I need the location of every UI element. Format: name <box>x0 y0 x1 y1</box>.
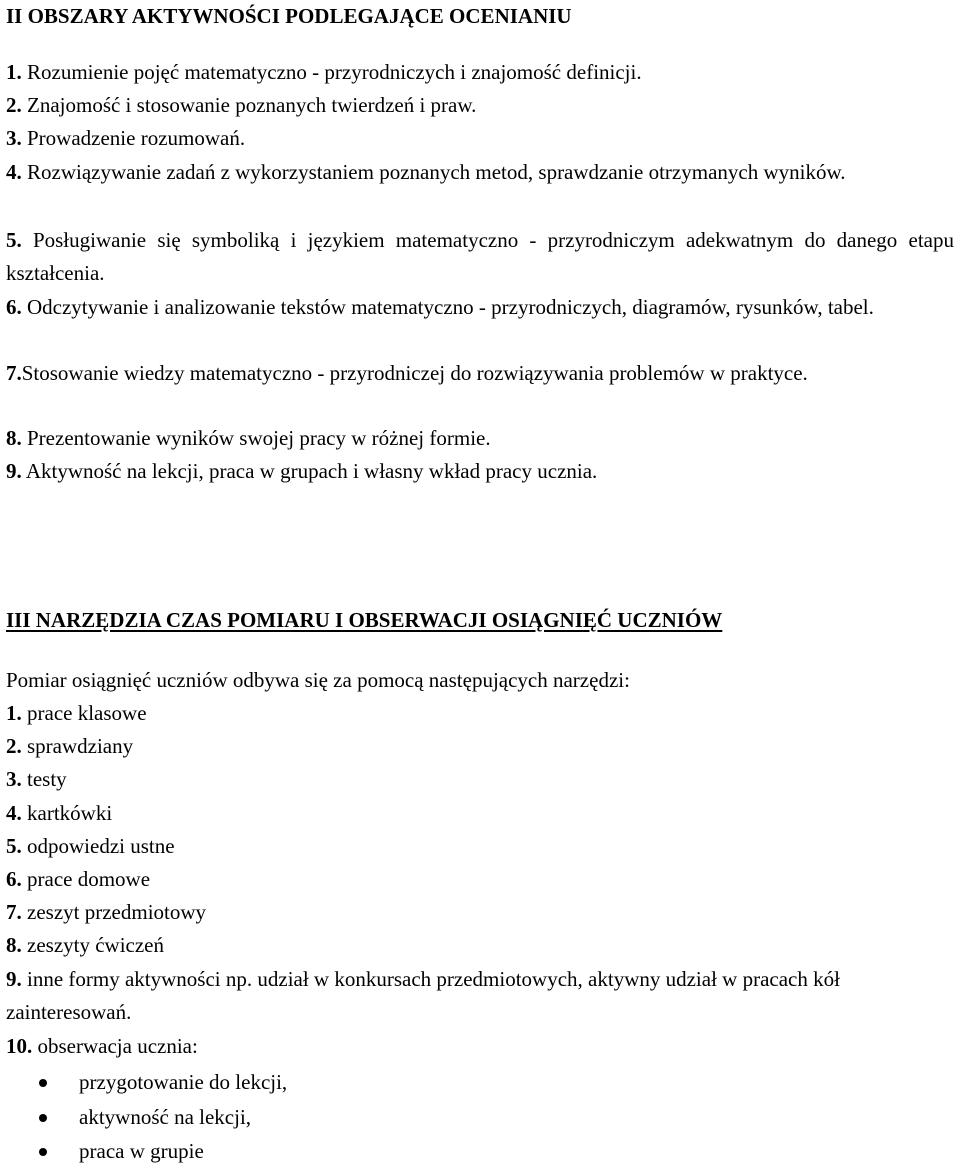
item-number: 6. <box>6 295 22 319</box>
item-text: zeszyt przedmiotowy <box>21 900 207 924</box>
section-3-item-10 <box>6 1030 198 1063</box>
section-2-heading: II OBSZARY AKTYWNOŚCI PODLEGAJĄCE OCENIANIU <box>6 4 572 28</box>
section-3-heading: III NARZĘDZIA CZAS POMIARU I OBSERWACJI OSIĄGNIĘĆ UCZNIÓW <box>6 608 723 632</box>
item-number: 1. <box>6 701 22 725</box>
section-2-item-2 <box>6 89 954 122</box>
item-number: 3. <box>6 126 22 150</box>
section-3-intro: Pomiar osiągnięć uczniów odbywa się za pomocą następujących narzędzi: <box>6 668 630 692</box>
section-2-item-9 <box>6 455 954 488</box>
section-3-item-9 <box>6 963 864 1029</box>
item-text: obserwacja ucznia: <box>32 1034 198 1058</box>
item-text: Prezentowanie wyników swojej pracy w różnej formie. <box>21 426 491 450</box>
item-text: prace domowe <box>21 867 151 891</box>
section-2-item-3 <box>6 122 954 155</box>
item-text: Prowadzenie rozumowań. <box>21 126 246 150</box>
item-number: 7. <box>6 900 22 924</box>
section-3-item-6 <box>6 863 150 896</box>
section-3-item-7 <box>6 896 206 929</box>
item-number: 4. <box>6 160 22 184</box>
section-3-item-8 <box>6 929 164 962</box>
section-3-item-3 <box>6 763 67 796</box>
section-2-item-5 <box>6 224 954 290</box>
item-text: Aktywność na lekcji, praca w grupach i własny wkład pracy ucznia. <box>21 459 598 483</box>
item-number: 8. <box>6 426 22 450</box>
item-text: inne formy aktywności np. udział w konkursach przedmiotowych, aktywny udział w pracach kół zainteresowań. <box>6 967 840 1024</box>
item-text: odpowiedzi ustne <box>21 834 175 858</box>
bullet-icon <box>39 1079 47 1087</box>
item-text: Odczytywanie i analizowanie tekstów matematyczno - przyrodniczych, diagramów, rysunków, tabel. <box>21 295 874 319</box>
item-text: zeszyty ćwiczeń <box>21 933 165 957</box>
item-number: 10. <box>6 1034 33 1058</box>
section-3-item-1 <box>6 697 147 730</box>
item-text: Rozwiązywanie zadań z wykorzystaniem poznanych metod, sprawdzanie otrzymanych wyników. <box>21 160 846 184</box>
item-number: 7. <box>6 361 22 385</box>
item-number: 2. <box>6 734 22 758</box>
bullet-text: praca w grupie <box>79 1139 204 1163</box>
bullet-text: aktywność na lekcji, <box>79 1105 252 1129</box>
item-number: 5. <box>6 228 22 252</box>
item-text: Rozumienie pojęć matematyczno - przyrodniczych i znajomość definicji. <box>21 60 642 84</box>
section-2-item-8 <box>6 422 954 455</box>
bullet-text: przygotowanie do lekcji, <box>79 1070 288 1094</box>
item-text: Posługiwanie się symboliką i językiem matematyczno - przyrodniczym adekwatnym do danego etapu kształcenia. <box>6 228 954 285</box>
item-number: 9. <box>6 967 22 991</box>
item-text: prace klasowe <box>21 701 147 725</box>
section-2-item-7 <box>6 357 954 390</box>
item-number: 5. <box>6 834 22 858</box>
section-2-item-4 <box>6 156 954 189</box>
section-2-item-6 <box>6 291 954 324</box>
item-number: 6. <box>6 867 22 891</box>
item-number: 1. <box>6 60 22 84</box>
section-3-item-2 <box>6 730 133 763</box>
item-number: 8. <box>6 933 22 957</box>
item-number: 4. <box>6 801 22 825</box>
item-number: 2. <box>6 93 22 117</box>
item-text: Znajomość i stosowanie poznanych twierdzeń i praw. <box>21 93 477 117</box>
item-text: testy <box>21 767 67 791</box>
bullet-icon <box>39 1148 47 1156</box>
section-3-item-4 <box>6 797 112 830</box>
section-2-item-1 <box>6 56 954 89</box>
item-text: kartkówki <box>21 801 113 825</box>
bullet-icon <box>39 1114 47 1122</box>
item-number: 3. <box>6 767 22 791</box>
item-text: sprawdziany <box>21 734 134 758</box>
section-3-item-5 <box>6 830 175 863</box>
item-number: 9. <box>6 459 22 483</box>
item-text: Stosowanie wiedzy matematyczno - przyrodniczej do rozwiązywania problemów w praktyce. <box>21 361 808 385</box>
